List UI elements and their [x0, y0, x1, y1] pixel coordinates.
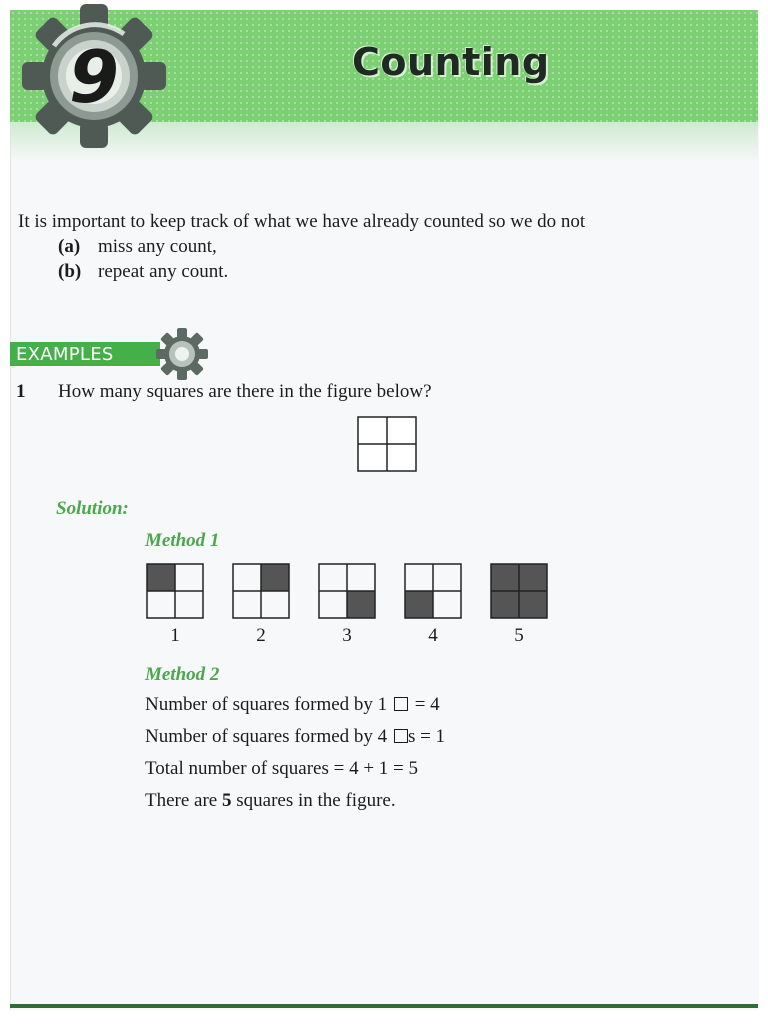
method-1-label: Method 1	[145, 530, 220, 551]
examples-heading: EXAMPLES	[16, 344, 114, 365]
solution-label: Solution:	[56, 498, 129, 519]
figure-label: 4	[428, 625, 438, 646]
list-item-label: (a)	[58, 236, 81, 257]
question-number: 1	[16, 381, 26, 402]
list-item-text: repeat any count.	[98, 261, 229, 282]
list-item	[58, 261, 228, 283]
figure-label: 3	[342, 625, 352, 646]
square-icon	[394, 697, 408, 711]
list-item-text: miss any count,	[98, 236, 217, 257]
figure-label: 1	[170, 625, 180, 646]
method-2-text: Number of squares formed by 1	[145, 694, 388, 715]
method-1-figure	[404, 563, 462, 619]
chapter-gear-icon	[8, 4, 188, 164]
method-2-text: s = 1	[407, 726, 446, 747]
method-2-text: Number of squares formed by 4	[145, 726, 388, 747]
intro-text: It is important to keep track of what we have already counted so we do not	[18, 211, 586, 232]
chapter-title: Counting	[352, 40, 550, 84]
method-2-line: Total number of squares = 4 + 1 = 5	[145, 758, 419, 779]
method-2-text: There are	[145, 790, 218, 811]
list-item	[58, 236, 217, 258]
square-icon	[394, 729, 408, 743]
chapter-number: 9	[68, 35, 120, 119]
question-text: How many squares are there in the figure below?	[58, 381, 432, 402]
square-figure	[357, 416, 417, 472]
method-2-line	[145, 790, 396, 812]
figure-label: 5	[514, 625, 524, 646]
bottom-rule	[10, 1004, 758, 1008]
method-2-line	[145, 726, 445, 748]
method-1-figure	[146, 563, 204, 619]
method-2-label: Method 2	[145, 664, 220, 685]
method-2-text: = 4	[414, 694, 440, 715]
list-item-label: (b)	[58, 261, 82, 282]
method-1-figure	[318, 563, 376, 619]
method-2-line	[145, 694, 440, 716]
method-2-text: squares in the figure.	[236, 790, 396, 811]
figure-label: 2	[256, 625, 266, 646]
method-1-figure	[232, 563, 290, 619]
gear-icon	[154, 326, 210, 382]
method-1-figure	[490, 563, 548, 619]
answer-value: 5	[222, 790, 232, 811]
